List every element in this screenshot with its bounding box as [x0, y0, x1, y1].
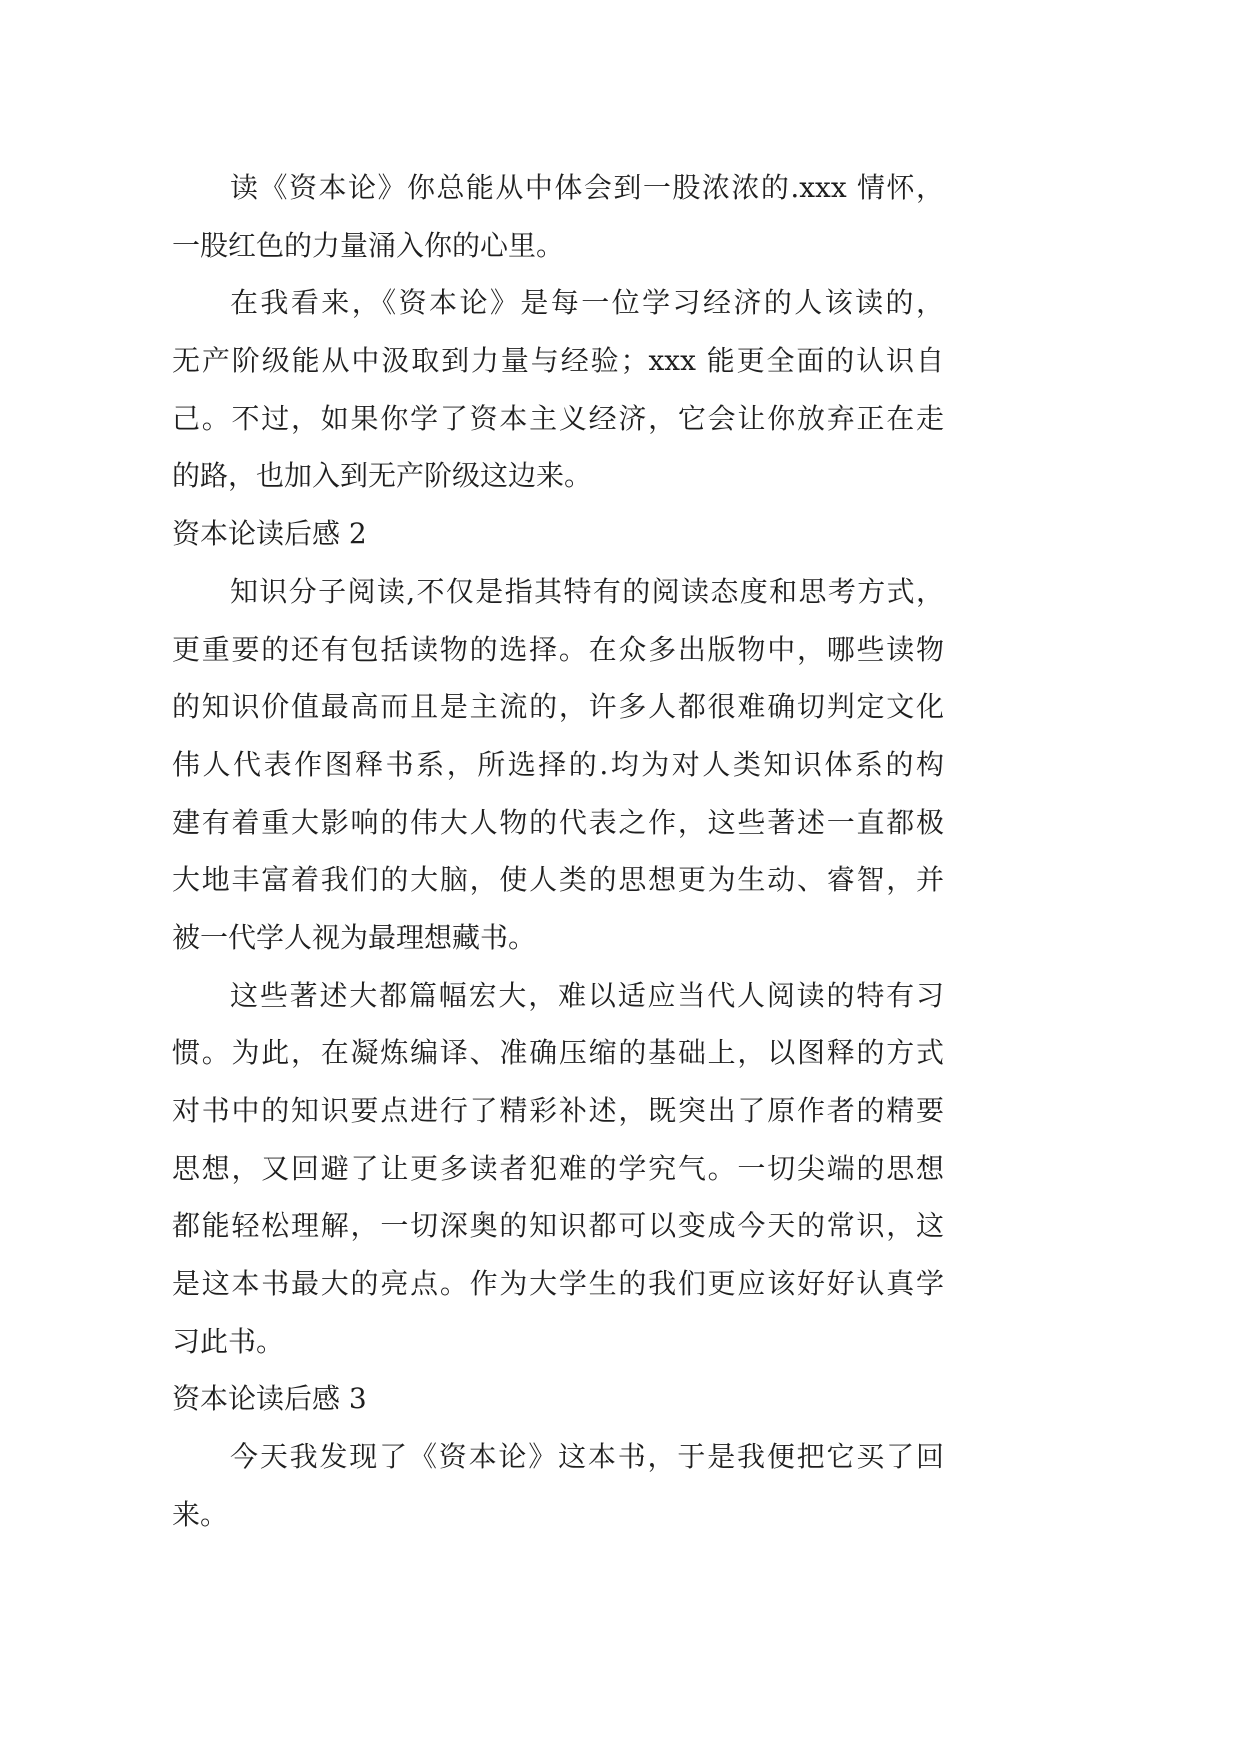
text-line: 在我看来，《资本论》是每一位学习经济的人该读的， [230, 286, 944, 320]
text-line: 大地丰富着我们的大脑，使人类的思想更为生动、睿智，并 [172, 863, 944, 897]
text-line: 建有着重大影响的伟大人物的代表之作，这些著述一直都极 [172, 805, 944, 839]
text-line: 对书中的知识要点进行了精彩补述，既突出了原作者的精要 [172, 1094, 944, 1127]
document-body [172, 159, 944, 1544]
text-line: 读《资本论》你总能从中体会到一股浓浓的.xxx 情怀， [230, 171, 944, 204]
text-line: 来。 [172, 1497, 229, 1531]
section-heading: 资本论读后感 2 [172, 517, 367, 551]
essay-section-2 [172, 505, 944, 1370]
text-line: 伟人代表作图释书系，所选择的.均为对人类知识体系的构 [172, 747, 944, 781]
text-line: 习此书。 [172, 1324, 285, 1358]
text-line: 都能轻松理解，一切深奥的知识都可以变成今天的常识，这 [172, 1209, 944, 1243]
paragraph [172, 967, 944, 1371]
text-line: 己。不过，如果你学了资本主义经济，它会让你放弃正在走 [172, 401, 944, 435]
paragraph [172, 1428, 944, 1543]
text-line: 的知识价值最高而且是主流的，许多人都很难确切判定文化 [172, 690, 944, 724]
text-line: 这些著述大都篇幅宏大，难以适应当代人阅读的特有习 [230, 978, 944, 1012]
text-line: 被一代学人视为最理想藏书。 [172, 920, 537, 954]
essay-section-3 [172, 1370, 944, 1543]
section-heading: 资本论读后感 3 [172, 1382, 367, 1416]
text-line: 的路，也加入到无产阶级这边来。 [172, 459, 593, 493]
paragraph [172, 159, 944, 274]
essay-section-1 [172, 159, 944, 505]
text-line: 一股红色的力量涌入你的心里。 [172, 228, 565, 262]
text-line: 今天我发现了《资本论》这本书，于是我便把它买了回 [230, 1440, 944, 1474]
text-line: 惯。为此，在凝炼编译、准确压缩的基础上，以图释的方式 [172, 1036, 944, 1070]
text-line: 更重要的还有包括读物的选择。在众多出版物中，哪些读物 [172, 632, 944, 666]
paragraph [172, 563, 944, 967]
text-line: 思想，又回避了让更多读者犯难的学究气。一切尖端的思想 [172, 1151, 944, 1185]
text-line: 是这本书最大的亮点。作为大学生的我们更应该好好认真学 [172, 1267, 944, 1301]
text-line: 无产阶级能从中汲取到力量与经验；xxx 能更全面的认识自 [172, 344, 944, 378]
paragraph [172, 274, 944, 505]
text-line: 知识分子阅读,不仅是指其特有的阅读态度和思考方式， [230, 574, 944, 608]
